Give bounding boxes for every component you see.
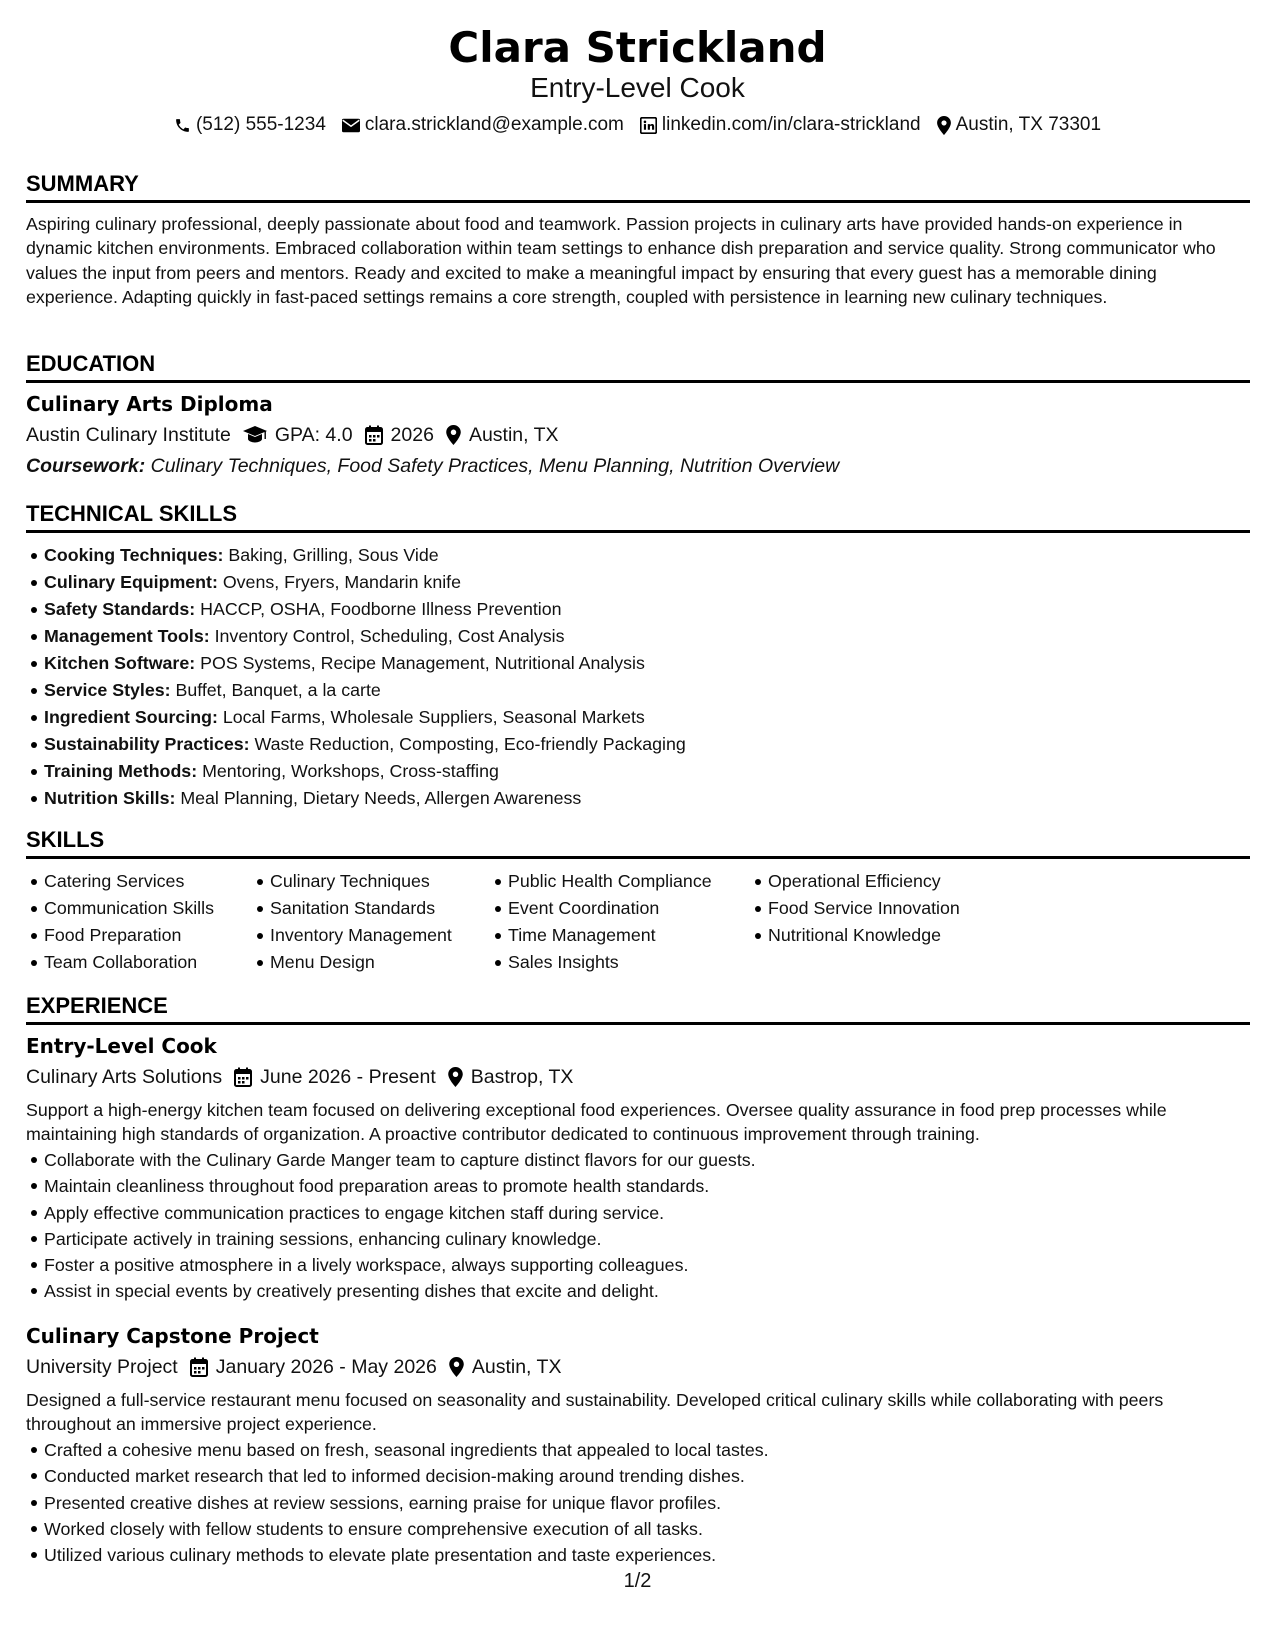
list-item: Utilized various culinary methods to elevate plate presentation and taste experiences. (26, 1542, 769, 1568)
skills-heading: SKILLS (26, 826, 1250, 859)
list-item: Time Management (490, 922, 712, 949)
list-item: Sanitation Standards (252, 895, 452, 922)
page-number: 1/2 (623, 1570, 652, 1592)
list-item: Public Health Compliance (490, 868, 712, 895)
list-item: Menu Design (252, 949, 452, 976)
phone-icon (174, 117, 191, 134)
calendar-icon (234, 1067, 252, 1087)
education-meta (26, 420, 559, 450)
list-item: Conducted market research that led to informed decision-making around trending dishes. (26, 1463, 769, 1489)
list-item: Communication Skills (26, 895, 214, 922)
list-item: Safety Standards: HACCP, OSHA, Foodborne Illness Prevention (26, 596, 686, 623)
list-item: Crafted a cohesive menu based on fresh, seasonal ingredients that appealed to local tastes. (26, 1437, 769, 1463)
list-item: Kitchen Software: POS Systems, Recipe Management, Nutritional Analysis (26, 650, 686, 677)
contact-phone[interactable] (174, 112, 326, 138)
envelope-icon (342, 118, 360, 133)
project-dates: January 2026 - May 2026 (215, 1356, 437, 1378)
project-bullets (26, 1437, 769, 1568)
skills-column-4 (750, 868, 960, 949)
technical-skills-list (26, 542, 686, 812)
list-item: Worked closely with fellow students to ensure comprehensive execution of all tasks. (26, 1516, 769, 1542)
list-item: Catering Services (26, 868, 214, 895)
map-pin-icon (937, 116, 951, 135)
candidate-title: Entry-Level Cook (530, 72, 745, 103)
list-item: Food Service Innovation (750, 895, 960, 922)
map-pin-icon (446, 425, 461, 445)
calendar-icon (190, 1357, 208, 1377)
education-degree: Culinary Arts Diploma (26, 392, 273, 416)
list-item: Cooking Techniques: Baking, Grilling, Sous Vide (26, 542, 686, 569)
education-heading: EDUCATION (26, 350, 1250, 383)
project-meta (26, 1352, 561, 1382)
summary-heading: SUMMARY (26, 170, 1250, 203)
job-description: Support a high-energy kitchen team focused on delivering exceptional food experiences. Oversee quality assurance in food prep processes while maintaining high standards of organization. A proactive contributor dedicated to continuous improvement through training. (26, 1100, 1167, 1145)
list-item: Sales Insights (490, 949, 712, 976)
project-location: Austin, TX (471, 1356, 562, 1378)
list-item: Apply effective communication practices to engage kitchen staff during service. (26, 1200, 756, 1226)
map-pin-icon (448, 1067, 463, 1087)
phone-text: (512) 555-1234 (195, 114, 326, 135)
graduation-cap-icon (243, 426, 267, 444)
job-bullets (26, 1147, 756, 1305)
location-text: Austin, TX 73301 (955, 114, 1102, 135)
list-item: Participate actively in training sessions, enhancing culinary knowledge. (26, 1226, 756, 1252)
list-item: Service Styles: Buffet, Banquet, a la carte (26, 677, 686, 704)
list-item: Maintain cleanliness throughout food preparation areas to promote health standards. (26, 1173, 756, 1199)
list-item: Collaborate with the Culinary Garde Manger team to capture distinct flavors for our guests. (26, 1147, 756, 1173)
skills-column-1 (26, 868, 214, 976)
list-item: Assist in special events by creatively presenting dishes that excite and delight. (26, 1278, 756, 1304)
list-item: Management Tools: Inventory Control, Scheduling, Cost Analysis (26, 623, 686, 650)
skills-column-2 (252, 868, 452, 976)
list-item: Operational Efficiency (750, 868, 960, 895)
contact-location (937, 112, 1101, 138)
list-item: Foster a positive atmosphere in a lively workspace, always supporting colleagues. (26, 1252, 756, 1278)
project-company: University Project (26, 1356, 178, 1378)
job-company: Culinary Arts Solutions (26, 1066, 223, 1088)
list-item: Nutritional Knowledge (750, 922, 960, 949)
list-item: Ingredient Sourcing: Local Farms, Wholesale Suppliers, Seasonal Markets (26, 704, 686, 731)
email-text: clara.strickland@example.com (364, 114, 624, 135)
list-item: Food Preparation (26, 922, 214, 949)
education-location: Austin, TX (468, 424, 559, 446)
contact-linkedin[interactable] (640, 112, 921, 138)
summary-text: Aspiring culinary professional, deeply passionate about food and teamwork. Passion projects in culinary arts have provided hands-on experience in dynamic kitchen environments. Embraced collaboration within team settings to enhance dish preparation and service quality. Strong communicator who values the input from peers and mentors. Ready and excited to make a meaningful impact by ensuring that every guest has a memorable dining experience. Adapting quickly in fast-paced settings remains a core strength, coupled with persistence in learning new culinary techniques. (26, 214, 1216, 307)
linkedin-text: linkedin.com/in/clara-strickland (661, 114, 921, 135)
list-item: Presented creative dishes at review sessions, earning praise for unique flavor profiles. (26, 1490, 769, 1516)
candidate-name: Clara Strickland (448, 23, 827, 72)
list-item: Team Collaboration (26, 949, 214, 976)
education-coursework (26, 451, 839, 481)
education-school: Austin Culinary Institute (26, 424, 231, 446)
list-item: Inventory Management (252, 922, 452, 949)
job-meta (26, 1062, 573, 1092)
experience-heading: EXPERIENCE (26, 992, 1250, 1025)
project-title: Culinary Capstone Project (26, 1324, 319, 1348)
coursework-label: Coursework: (26, 455, 146, 477)
map-pin-icon (449, 1357, 464, 1377)
job-dates: June 2026 - Present (260, 1066, 436, 1088)
list-item: Culinary Equipment: Ovens, Fryers, Mandarin knife (26, 569, 686, 596)
list-item: Training Methods: Mentoring, Workshops, Cross-staffing (26, 758, 686, 785)
contact-email[interactable] (342, 112, 624, 138)
job-location: Bastrop, TX (470, 1066, 574, 1088)
coursework-list: Culinary Techniques, Food Safety Practices, Menu Planning, Nutrition Overview (150, 455, 840, 477)
linkedin-icon (640, 117, 657, 134)
list-item: Sustainability Practices: Waste Reduction, Composting, Eco-friendly Packaging (26, 731, 686, 758)
education-year: 2026 (390, 424, 434, 446)
list-item: Event Coordination (490, 895, 712, 922)
job-title: Entry-Level Cook (26, 1034, 217, 1058)
calendar-icon (365, 425, 383, 445)
list-item: Nutrition Skills: Meal Planning, Dietary Needs, Allergen Awareness (26, 785, 686, 812)
skills-column-3 (490, 868, 712, 976)
technical-skills-heading: TECHNICAL SKILLS (26, 500, 1250, 533)
contact-bar (0, 112, 1275, 138)
project-description: Designed a full-service restaurant menu focused on seasonality and sustainability. Developed critical culinary skills while collaborating with peers throughout an immersive project experience. (26, 1390, 1164, 1435)
education-gpa: GPA: 4.0 (274, 424, 353, 446)
list-item: Culinary Techniques (252, 868, 452, 895)
